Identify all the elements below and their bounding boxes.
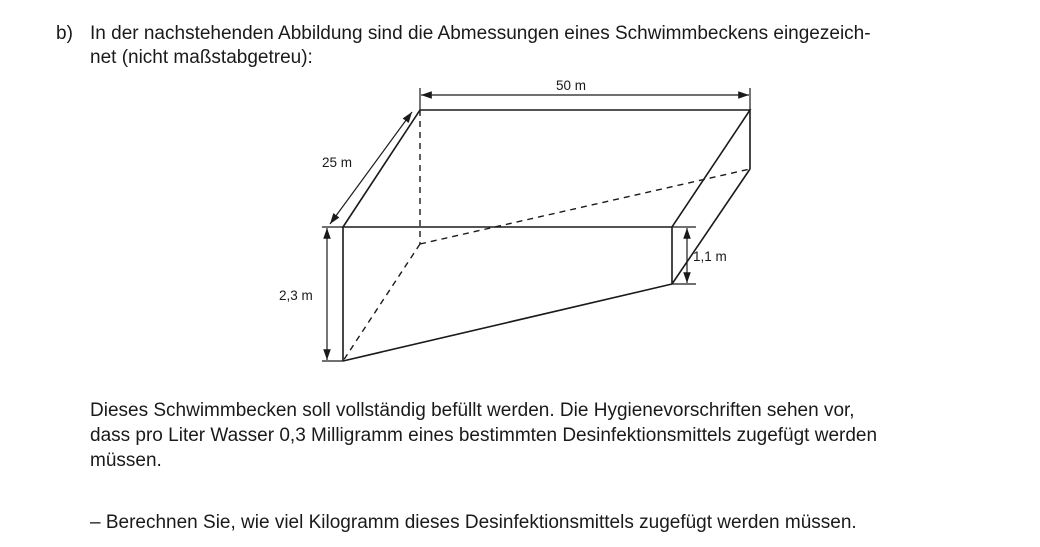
body-line: müssen. xyxy=(90,450,162,471)
intro-line: In der nachstehenden Abbildung sind die Abmessungen eines Schwimmbeckens eingezeich- xyxy=(90,23,871,44)
question-text: – Berechnen Sie, wie viel Kilogramm dieses Desinfektionsmittels zugefügt werden müssen. xyxy=(90,512,857,533)
length-label: 50 m xyxy=(556,78,587,93)
width-label: 25 m xyxy=(322,155,353,170)
pool-front-floor-edge xyxy=(343,284,672,361)
body-line: dass pro Liter Wasser 0,3 Milligramm eines bestimmten Desinfektionsmittels zugefügt werden xyxy=(90,425,878,446)
pool-hidden-back-floor-edge xyxy=(420,169,750,244)
body-line: Dieses Schwimmbecken soll vollständig befüllt werden. Die Hygienevorschriften sehen vor, xyxy=(90,400,855,421)
pool-top-face xyxy=(343,110,750,227)
task-label: b) xyxy=(56,23,73,44)
intro-line: net (nicht maßstabgetreu): xyxy=(90,47,313,68)
deep-end-label: 2,3 m xyxy=(279,288,313,303)
pool-hidden-side-floor-edge xyxy=(343,244,420,361)
body-text xyxy=(90,398,1010,473)
shallow-end-label: 1,1 m xyxy=(693,249,727,264)
